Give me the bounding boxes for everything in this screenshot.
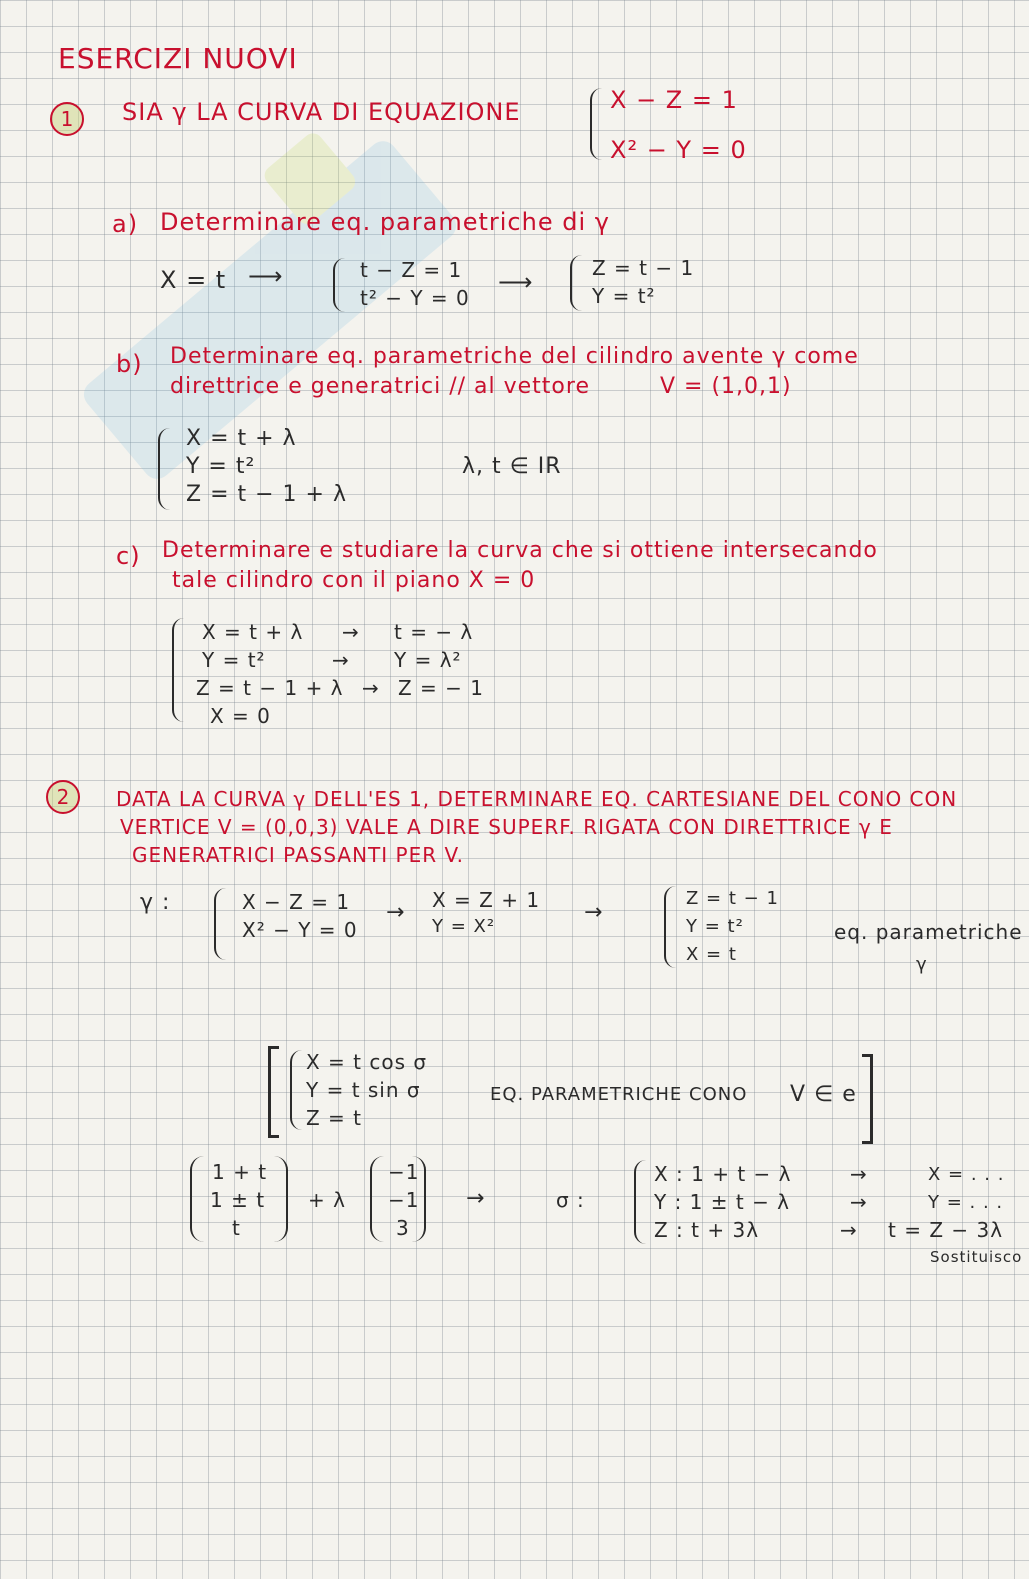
system-brace bbox=[664, 886, 676, 968]
exercise-1-number bbox=[50, 102, 84, 136]
vec2-row2: −1 bbox=[388, 1188, 420, 1212]
substitute-note: Sostituisco bbox=[930, 1248, 1023, 1266]
system-brace bbox=[214, 888, 226, 960]
system-brace bbox=[158, 428, 170, 510]
part-c-right-eq1: t = − λ bbox=[394, 620, 474, 644]
part-c-label: c) bbox=[116, 542, 141, 570]
system-brace bbox=[634, 1160, 646, 1244]
part-c-right-eq3: Z = − 1 bbox=[398, 676, 485, 700]
system-brace bbox=[172, 618, 184, 722]
paren-right bbox=[412, 1156, 426, 1242]
ex2-sys1-eq1: X − Z = 1 bbox=[242, 890, 351, 914]
part-b-vector: V = (1,0,1) bbox=[660, 374, 792, 399]
ex2-sys3-eq3: X = t bbox=[686, 944, 737, 965]
gamma-label: γ : bbox=[140, 890, 171, 915]
arrow-icon: → bbox=[466, 1186, 485, 1211]
exercise-2-number-text: 2 bbox=[56, 785, 70, 809]
part-c-right-eq2: Y = λ² bbox=[394, 648, 462, 672]
ex1-system-eq1: X − Z = 1 bbox=[610, 86, 738, 114]
final-right-2: Y = . . . bbox=[928, 1192, 1004, 1213]
arrow-icon: → bbox=[332, 648, 349, 672]
final-right-1: X = . . . bbox=[928, 1164, 1005, 1185]
sigma-label: σ : bbox=[556, 1188, 585, 1212]
param-note: eq. parametriche bbox=[834, 920, 1023, 944]
exercise-2-line1: DATA LA CURVA γ DELL'ES 1, DETERMINARE EQ. CARTESIANE DEL CONO CON bbox=[116, 787, 958, 811]
final-right-3: t = Z − 3λ bbox=[888, 1218, 1004, 1242]
exercise-1-number-text: 1 bbox=[60, 107, 74, 131]
system-brace bbox=[290, 1050, 302, 1130]
arrow-icon: → bbox=[584, 900, 603, 925]
vec1-row2: 1 ± t bbox=[210, 1188, 266, 1212]
arrow-icon: → bbox=[386, 900, 405, 925]
vec1-row3: t bbox=[232, 1216, 241, 1240]
bracket-left bbox=[268, 1046, 279, 1138]
final-eq2: Y : 1 ± t − λ bbox=[654, 1190, 791, 1214]
part-c-left-eq2: Y = t² bbox=[202, 648, 266, 672]
param-note-symbol: γ bbox=[916, 954, 928, 975]
exercise-2-line3: GENERATRICI PASSANTI PER V. bbox=[132, 843, 464, 867]
cone-vertex: V ∈ e bbox=[790, 1082, 857, 1107]
paren-right bbox=[274, 1156, 288, 1242]
system-brace bbox=[590, 88, 602, 160]
vec1-row1: 1 + t bbox=[212, 1160, 268, 1184]
part-b-eq1: X = t + λ bbox=[186, 426, 297, 451]
paren-left bbox=[190, 1156, 204, 1242]
arrow-icon: ⟶ bbox=[248, 262, 283, 290]
vec2-row3: 3 bbox=[396, 1216, 410, 1240]
part-b-eq3: Z = t − 1 + λ bbox=[186, 482, 347, 507]
cone-eq3: Z = t bbox=[306, 1106, 363, 1130]
ex1-system-eq2: X² − Y = 0 bbox=[610, 136, 747, 164]
arrow-icon: → bbox=[342, 620, 359, 644]
arrow-icon: → bbox=[840, 1218, 857, 1242]
part-b-eq2: Y = t² bbox=[186, 454, 256, 479]
part-b-label: b) bbox=[116, 350, 143, 378]
part-a-sys2-eq2: Y = t² bbox=[592, 284, 656, 308]
arrow-icon: ⟶ bbox=[498, 268, 533, 296]
ex2-sys3-eq2: Y = t² bbox=[686, 916, 744, 937]
part-c-left-eq3: Z = t − 1 + λ bbox=[196, 676, 344, 700]
part-b-line2: direttrice e generatrici // al vettore bbox=[170, 374, 590, 399]
exercise-2-line2: VERTICE V = (0,0,3) VALE A DIRE SUPERF. RIGATA CON DIRETTRICE γ E bbox=[120, 815, 893, 839]
final-eq1: X : 1 + t − λ bbox=[654, 1162, 792, 1186]
bracket-right bbox=[862, 1054, 873, 1144]
part-a-sys1-eq2: t² − Y = 0 bbox=[360, 286, 470, 310]
vec2-row1: −1 bbox=[388, 1160, 420, 1184]
part-c-line2: tale cilindro con il piano X = 0 bbox=[172, 568, 536, 593]
part-b-line1: Determinare eq. parametriche del cilindro avente γ come bbox=[170, 344, 859, 369]
arrow-icon: → bbox=[850, 1190, 867, 1214]
ex2-sys1-eq2: X² − Y = 0 bbox=[242, 918, 358, 942]
part-a-sys2-eq1: Z = t − 1 bbox=[592, 256, 695, 280]
paren-left bbox=[370, 1156, 384, 1242]
part-c-line1: Determinare e studiare la curva che si ottiene intersecando bbox=[162, 538, 878, 563]
cone-label: EQ. PARAMETRICHE CONO bbox=[490, 1084, 748, 1105]
cone-eq2: Y = t sin σ bbox=[306, 1078, 421, 1102]
cone-eq1: X = t cos σ bbox=[306, 1050, 428, 1074]
part-a-label: a) bbox=[112, 210, 139, 238]
ex2-sys2-eq2: Y = X² bbox=[432, 916, 496, 937]
system-brace bbox=[333, 258, 345, 312]
ex2-sys3-eq1: Z = t − 1 bbox=[686, 888, 779, 909]
system-brace bbox=[570, 255, 582, 311]
part-c-left-eq1: X = t + λ bbox=[202, 620, 304, 644]
final-eq3: Z : t + 3λ bbox=[654, 1218, 760, 1242]
part-c-left-eq4: X = 0 bbox=[210, 704, 271, 728]
part-a-step1: X = t bbox=[160, 266, 227, 294]
part-a-sys1-eq1: t − Z = 1 bbox=[360, 258, 463, 282]
page-title: ESERCIZI NUOVI bbox=[58, 42, 298, 75]
exercise-2-number bbox=[46, 780, 80, 814]
part-a-text: Determinare eq. parametriche di γ bbox=[160, 208, 610, 236]
part-b-domain: λ, t ∈ IR bbox=[462, 454, 562, 479]
arrow-icon: → bbox=[362, 676, 379, 700]
plus-lambda: + λ bbox=[308, 1188, 346, 1212]
ex2-sys2-eq1: X = Z + 1 bbox=[432, 888, 541, 912]
exercise-1-statement: SIA γ LA CURVA DI EQUAZIONE bbox=[122, 98, 521, 126]
arrow-icon: → bbox=[850, 1162, 867, 1186]
